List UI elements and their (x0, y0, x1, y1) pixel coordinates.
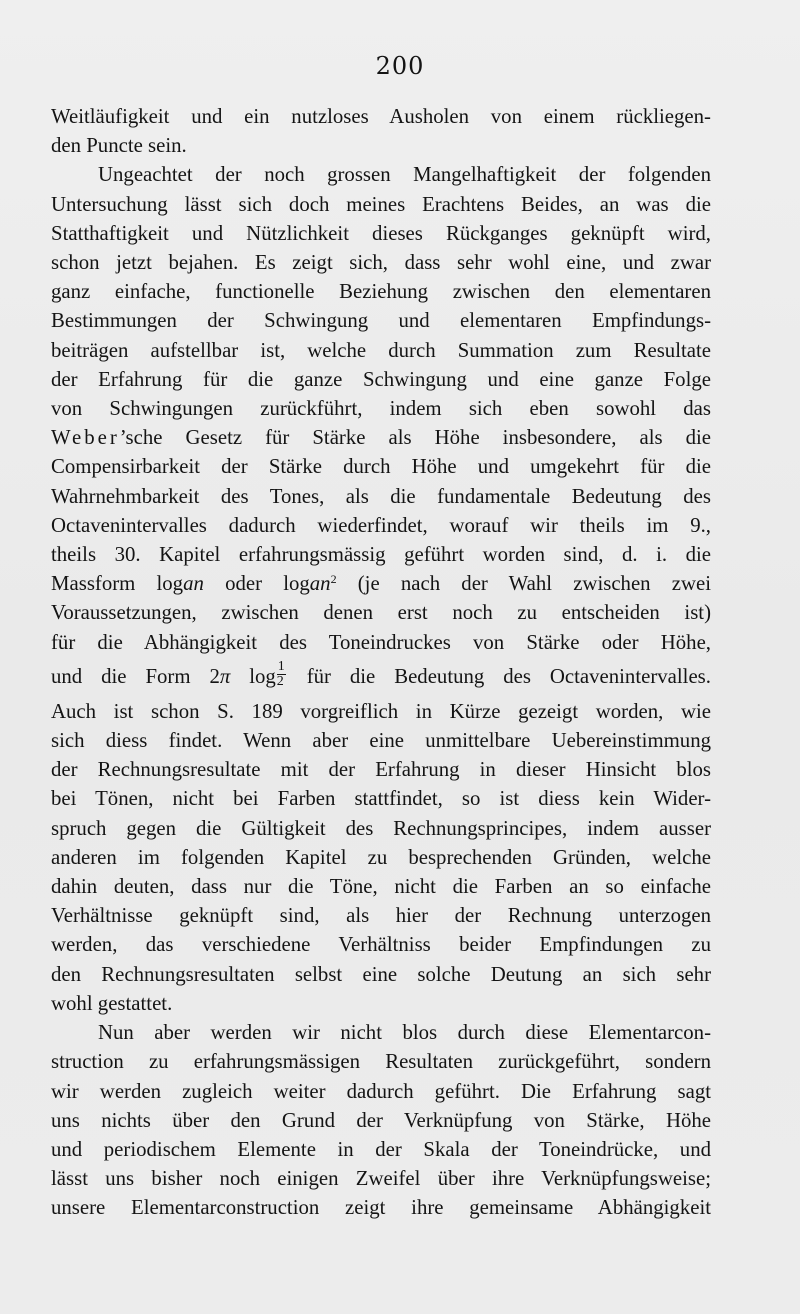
paragraph-2-line-16: Voraussetzungen, zwischen denen erst noch zu entscheiden ist) (51, 601, 711, 625)
massform-text-c: (je nach der Wahl zwischen zwei (336, 572, 712, 596)
paragraph-2-line-13: Octavenintervalles dadurch wiederfindet, worauf wir theils im 9., (51, 513, 711, 537)
paragraph-2-line-22: bei Tönen, nicht bei Farben stattfindet, so ist diess kein Wider- (51, 787, 711, 811)
formula-line (51, 657, 711, 697)
paragraph-2-line-10 (51, 423, 711, 452)
paragraph-2-line-26: Verhältnisse geknüpft sind, als hier der Rechnung unterzogen (51, 904, 711, 928)
paragraph-2-line-24: anderen im folgenden Kapitel zu besprechenden Gründen, welche (51, 845, 711, 869)
formula-text-a: und die Form 2 (51, 664, 220, 688)
paragraph-1-line-1: Weitläufigkeit und ein nutzloses Ausholen von einem rückliegen- (51, 105, 711, 128)
paragraph-2-line-25: dahin deuten, dass nur die Töne, nicht die Farben an so einfache (51, 875, 711, 899)
paragraph-3-line-7: unsere Elementarconstruction zeigt ihre gemeinsame Abhängigkeit (51, 1196, 711, 1220)
paragraph-2-line-20: sich diess findet. Wenn aber eine unmittelbare Uebereinstimmung (51, 729, 711, 753)
paragraph-2-line-14: theils 30. Kapitel erfahrungsmässig geführt worden sind, d. i. die (51, 543, 711, 567)
paragraph-2-line-6: Bestimmungen der Schwingung und elementaren Empfindungs- (51, 309, 711, 333)
paragraph-2-line-8: der Erfahrung für die ganze Schwingung und eine ganze Folge (51, 367, 711, 391)
paragraph-2-line-1: Ungeachtet der noch grossen Mangelhaftigkeit der folgenden (98, 163, 711, 187)
symbol-pi: π (219, 664, 231, 688)
paragraph-2-line-9: von Schwingungen zurückführt, indem sich eben sowohl das (51, 397, 711, 421)
paragraph-3-line-4: uns nichts über den Grund der Verknüpfung von Stärke, Höhe (51, 1108, 711, 1132)
author-name-weber: Weber (51, 426, 120, 450)
paragraph-3-line-2: struction zu erfahrungsmässigen Resultaten zurückgeführt, sondern (51, 1050, 711, 1074)
paragraph-2-line-11: Compensirbarkeit der Stärke durch Höhe und umgekehrt für die (51, 455, 711, 479)
variable-an-1: an (183, 572, 204, 596)
massform-text-b: oder log (203, 572, 310, 596)
paragraph-3-line-5: und periodischem Elemente in der Skala der Toneindrücke, und (51, 1137, 711, 1161)
paragraph-2-line-2: Untersuchung lässt sich doch meines Erachtens Beides, an was die (51, 192, 711, 216)
paragraph-3-line-1: Nun aber werden wir nicht blos durch diese Elementarcon- (98, 1021, 711, 1045)
paragraph-1-line-2: den Puncte sein. (51, 134, 187, 158)
body-text (51, 102, 711, 1223)
paragraph-2-line-23: spruch gegen die Gültigkeit des Rechnungsprincipes, indem ausser (51, 816, 711, 840)
paragraph-3-line-6: lässt uns bisher noch einigen Zweifel über ihre Verknüpfungsweise; (51, 1167, 711, 1191)
massform-text-a: Massform log (51, 572, 184, 596)
paragraph-3-line-3: wir werden zugleich weiter dadurch geführt. Die Erfahrung sagt (51, 1079, 711, 1103)
fraction-numerator: 1 (277, 658, 285, 674)
paragraph-2-line-3: Statthaftigkeit und Nützlichkeit dieses Rückganges geknüpft wird, (51, 221, 711, 245)
weber-line-rest: ’sche Gesetz für Stärke als Höhe insbesondere, als die (119, 426, 711, 450)
paragraph-2-line-21: der Rechnungsresultate mit der Erfahrung in dieser Hinsicht blos (51, 758, 711, 782)
fraction-denominator: 2 (276, 673, 284, 689)
paragraph-2-line-27: werden, das verschiedene Verhältniss beider Empfindungen zu (51, 933, 711, 957)
variable-an-2: an (309, 572, 331, 596)
paragraph-2-line-4: schon jetzt bejahen. Es zeigt sich, dass sehr wohl eine, und zwar (51, 251, 711, 275)
formula-text-b: für die Bedeutung des Octavenintervalles. (287, 664, 711, 688)
paragraph-2-line-5: ganz einfache, functionelle Beziehung zwischen den elementaren (51, 280, 711, 304)
formula-log: log (230, 664, 276, 688)
paragraph-2-line-28: den Rechnungsresultaten selbst eine solche Deutung an sich sehr (51, 962, 711, 986)
fraction-one-half (277, 660, 286, 689)
exponent: 2 (330, 572, 337, 587)
paragraph-2-line-29: wohl gestattet. (51, 991, 173, 1015)
paragraph-2-line-19: Auch ist schon S. 189 vorgreiflich in Kürze gezeigt worden, wie (51, 699, 711, 723)
paragraph-2-line-17: für die Abhängigkeit des Toneindruckes von Stärke oder Höhe, (51, 630, 711, 654)
paragraph-2-line-12: Wahrnehmbarkeit des Tones, als die fundamentale Bedeutung des (51, 484, 711, 508)
page-number: 200 (375, 52, 425, 80)
massform-line (51, 569, 711, 598)
paragraph-2-line-7: beiträgen aufstellbar ist, welche durch Summation zum Resultate (51, 338, 711, 362)
